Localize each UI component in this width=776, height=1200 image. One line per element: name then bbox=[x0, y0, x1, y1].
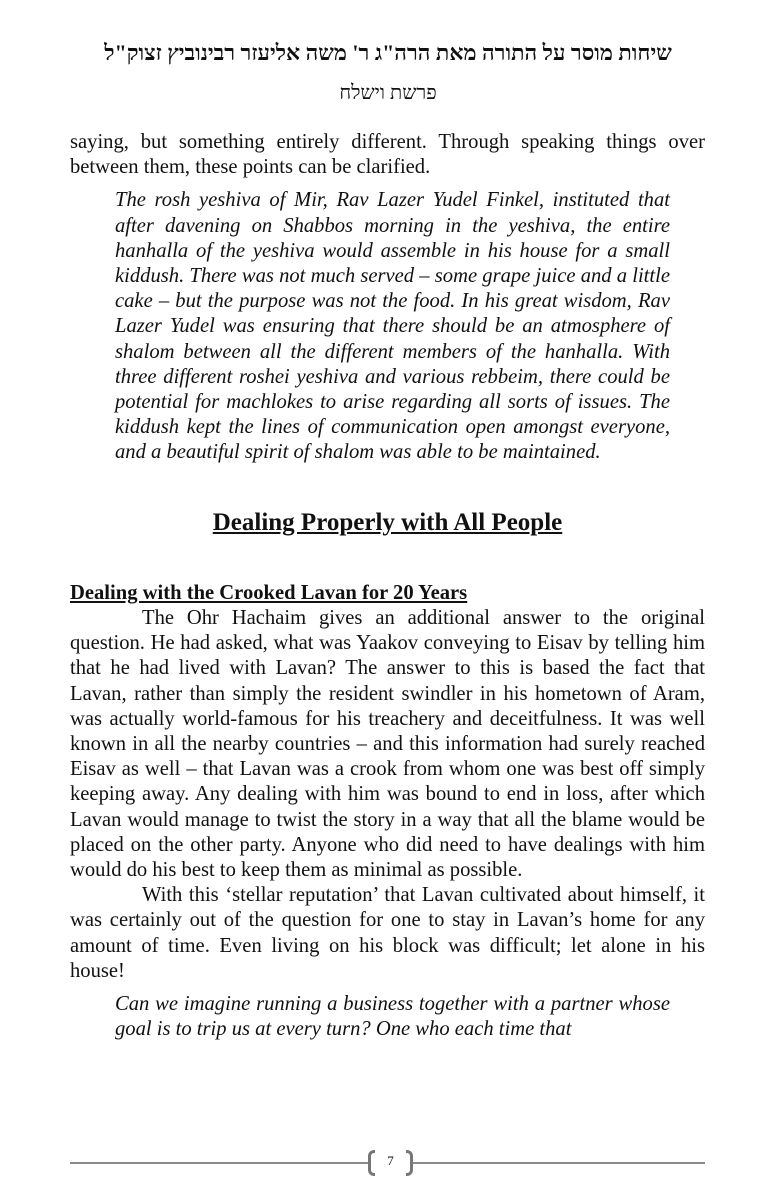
running-header-title: שיחות מוסר על התורה מאת הרה"ג ר' משה אליעזר רבינוביץ זצוק"ל bbox=[104, 40, 672, 65]
quote-block: Can we imagine running a business together with a partner whose goal is to trip us at every turn? One who each time that bbox=[115, 993, 670, 1041]
quote-block: The rosh yeshiva of Mir, Rav Lazer Yudel Finkel, instituted that after davening on Shabbos morning in the yeshiva, the entire hanhalla of the yeshiva would assemble in his house for a small kiddush. There was not much served – some grape juice and a little cake – but the purpose was not the food. In his great wisdom, Rav Lazer Yudel was ensuring that there should be an atmosphere of shalom between all the different members of the hanhalla. With three different roshei yeshiva and various rebbeim, there could be potential for machlokes to arise regarding all sorts of issues. The kiddush kept the lines of communication open amongst everyone, and a beautiful spirit of shalom was able to be maintained. bbox=[115, 189, 670, 464]
left-bracket-ornament bbox=[368, 1150, 375, 1176]
footer-rule-left bbox=[70, 1162, 368, 1164]
paragraph: The Ohr Hachaim gives an additional answer to the original question. He had asked, what was Yaakov conveying to Eisav by telling him that he had lived with Lavan? The answer to this is based the fact that Lavan, rather than simply the resident swindler in his hometown of Aram, was actually world-famous for his treachery and deceitfulness. It was well known in all the nearby countries – and this information had surely reached Eisav as well – that Lavan was a crook from whom one was best off simply keeping away. Any dealing with him was bound to end in loss, after which Lavan would manage to twist the story in a way that all the blame would be placed on the other party. Anyone who did need to have dealings with him would do his best to keep them as minimal as possible. bbox=[70, 607, 705, 882]
paragraph: With this ‘stellar reputation’ that Lavan cultivated about himself, it was certainly out of the question for one to stay in Lavan’s home for any amount of time. Even living on his block was difficult; let alone in his house! bbox=[70, 884, 705, 982]
page-body bbox=[70, 130, 705, 1043]
page-number: 7 bbox=[387, 1153, 394, 1168]
page-footer bbox=[70, 1148, 705, 1180]
subheading: Dealing with the Crooked Lavan for 20 Years bbox=[70, 581, 468, 604]
paragraph: saying, but something entirely different. Through speaking things over between them, these points can be clarified. bbox=[70, 131, 705, 179]
running-header-parsha: פרשת וישלח bbox=[339, 82, 437, 104]
section-heading: Dealing Properly with All People bbox=[212, 508, 563, 536]
footer-rule-right bbox=[413, 1162, 705, 1164]
right-bracket-ornament bbox=[406, 1150, 413, 1176]
